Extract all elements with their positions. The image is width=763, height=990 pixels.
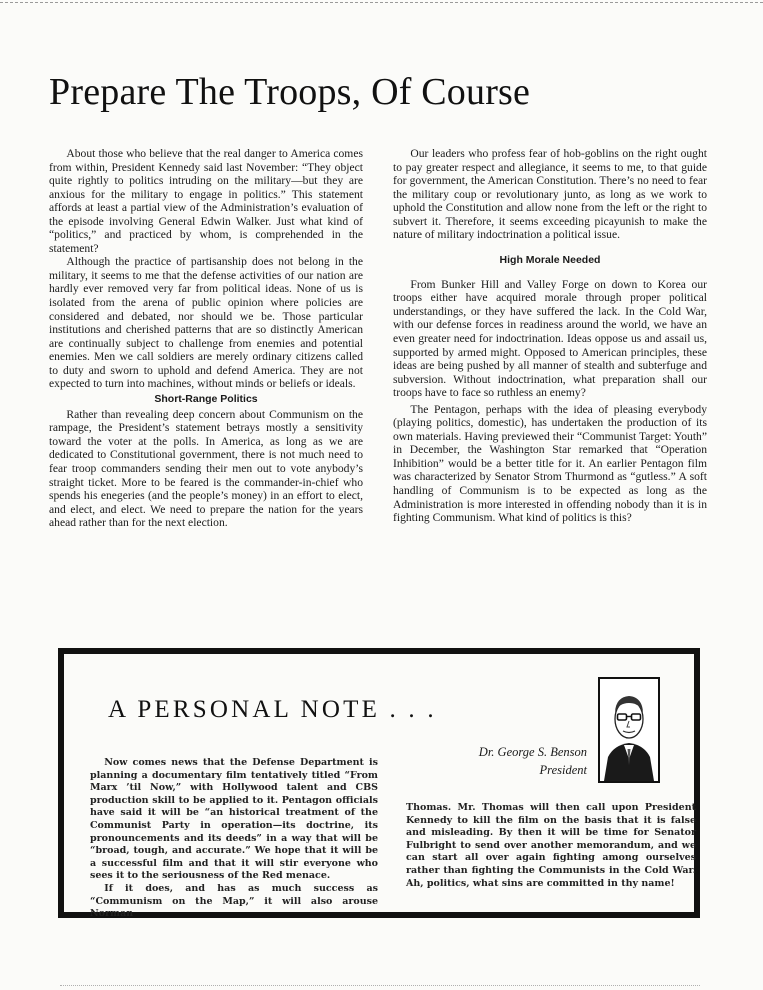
author-name: Dr. George S. Benson <box>478 745 587 759</box>
note-paragraph: Thomas. Mr. Thomas will then call upon President Kennedy to kill the film on the basis that it is false and misleading. By then it will be time for Senator Fulbright to send over another memorandum, and we can start all over again fighting among ourselves rather than fighting the Communists in the Cold War. Ah, politics, what sins are committed in thy name! <box>406 802 696 889</box>
section-subhead: High Morale Needed <box>499 253 601 266</box>
author-title: President <box>539 763 587 777</box>
article-paragraph: The Pentagon, perhaps with the idea of pleasing everybody (playing politics, domestic), has undertaken the production of its own materials. Having previewed their “Communist Target: Youth” in December, the Washington Star remarked that “Operation Inhibition” would be a better title for it. An earlier Pentagon film was characterized by Senator Strom Thurmond as “gutless.” A soft handling of Communism is to be expected as long as the Administration is more interested in offending nobody than it is in fighting Communism. What kind of politics is this? <box>393 402 707 525</box>
bottom-rule <box>60 985 700 986</box>
author-byline <box>394 743 587 779</box>
article-column-right <box>393 147 707 525</box>
article-headline: Prepare The Troops, Of Course <box>49 71 531 113</box>
article-paragraph: Rather than revealing deep concern about Communism on the rampage, the President’s statement betrays mostly a sensitivity toward the voter at the polls. In America, as long as we are dedicated to Constitutional government, there is not much need to fear troop commanders sending their men out to vote anybody’s straight ticket. More to be feared is the commander-in-chief who spends his enegeries (and the people’s money) in an effort to elect, and elect, and elect. We need to prepare the nation for the years ahead rather than for the next election. <box>49 407 363 530</box>
section-subhead: Short-Range Politics <box>154 392 258 405</box>
personal-note-box <box>58 648 700 918</box>
article-paragraph: From Bunker Hill and Valley Forge on down to Korea our troops either have acquired morale through proper political understandings, or they have suffered the lack. In the Cold War, with our defense forces in readiness around the world, we have an even greater need for indoctrination. Ideas oppose us and assail us, supported by armed might. Opposed to American principles, these ideas are being pushed by all manner of stealth and subterfuge and subversion. Without indoctrination, what preparation shall our troops have to face so ruthless an enemy? <box>393 277 707 400</box>
author-portrait <box>600 679 658 781</box>
top-rule <box>0 2 763 3</box>
article-column-left <box>49 147 363 530</box>
personal-note-title: A PERSONAL NOTE . . . <box>108 696 437 723</box>
note-paragraph: If it does, and has as much success as “Communism on the Map,” it will also arouse Norman <box>90 882 378 920</box>
personal-note-column-right <box>406 802 696 890</box>
personal-note-column-left <box>90 757 378 921</box>
note-paragraph: Now comes news that the Defense Department is planning a documentary film tentatively titled “From Marx ’til Now,” with Hollywood talent and CBS production skill to be applied to it. Pentagon officials have said it will be “an historical treatment of the Communist Party in operation—its doctrine, its pronouncements and its deeds” in a way that will be “broad, tough, and accurate.” We hope that it will be a successful film and that it will stir everyone who sees it to the seriousness of the Red menace. <box>90 757 378 882</box>
article-paragraph: Our leaders who profess fear of hob-goblins on the right ought to pay greater respect and allegiance, it seems to me, to that guide for government, the American Constitution. There’s no need to fear the military coup or revolutionary junto, as long as we work to uphold the Constitution and allow none from the left or the right to subvert it. Therefore, it seems exceeding picayunish to make the nature of military indoctrination a political issue. <box>393 147 707 242</box>
article-paragraph: Although the practice of partisanship does not belong in the military, it seems to me that the defense activities of our nation are hardly ever removed very far from political ideas. None of us is isolated from the arena of public opinion where policies are considered and debated, nor should we be. Those particular institutions and cherished patterns that are so distinctly American are continually subject to challenge from enemies and potential enemies. Men we call soldiers are merely ordinary citizens called to duty and sworn to uphold and defend America. They are not expected to turn into machines, without minds or beliefs or ideals. <box>49 255 363 391</box>
article-paragraph: About those who believe that the real danger to America comes from within, President Kennedy said last November: “They object quite rightly to politics intruding on the military—but they are anxious for the military to engage in politics.” This statement affords at least a partial view of the Administration’s evaluation of the episode involving General Edwin Walker. Just what kind of “politics,” and practiced by whom, is comprehended in the statement? <box>49 147 363 255</box>
portrait-photo-icon <box>598 677 660 783</box>
